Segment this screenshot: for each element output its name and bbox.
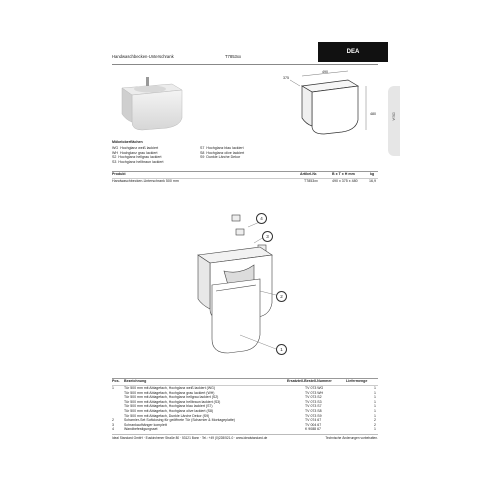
- col-spare: Ersatzteil-Bestell-Nummer: [287, 379, 332, 383]
- surfaces-heading: Möbeloberflächen: [112, 140, 143, 144]
- cell-desc: Tür 500 mm mit Ablagefach, Hochglanz blau lackiert (S7): [124, 404, 213, 409]
- cell-spare: TV 073 S7: [305, 404, 322, 409]
- cell-qty: 1: [374, 404, 376, 409]
- cell-qty: 1: [374, 413, 376, 418]
- surface-item: [112, 160, 164, 165]
- cell-pos: 1: [112, 386, 114, 390]
- dim-height: 480: [370, 112, 376, 116]
- footer-address: Ideal Standard GmbH · Euskirchener Straße 80 · 53121 Bonn · Tel.: +49 (0)228/521-0 · www.idealstandard.de: [112, 436, 268, 440]
- cell-spare: TV 004 67: [305, 422, 322, 427]
- cell-desc: Tür 500 mm mit Ablagefach, Hochglanz grau lackiert (WH): [124, 390, 215, 395]
- surface-label: Hochglanz blau lackiert: [206, 146, 244, 150]
- cell-desc: Wandbefestigungsset: [124, 427, 158, 432]
- cell-article: T7853xx: [304, 179, 318, 183]
- surface-label: Hochglanz olive lackiert: [206, 150, 245, 155]
- cell-desc: Scharnier-Set Softclosing für geöffnete Tür (Scharnier & Montageplatte): [124, 418, 235, 423]
- cell-spare: TV 073 S3: [305, 399, 322, 404]
- cell-dims: 490 x 375 x 480: [332, 179, 358, 183]
- cell-qty: 1: [374, 395, 376, 400]
- cell-qty: 2: [374, 422, 376, 427]
- surface-label: Hochglanz grau lackiert: [120, 150, 158, 155]
- surface-label: Dunkle Lärche Dekor: [206, 155, 241, 160]
- cell-desc: Tür 500 mm mit Ablagefach, Hochglanz olive lackiert (S8): [124, 408, 214, 413]
- surface-item: [200, 155, 244, 160]
- parts-table-body: [112, 386, 378, 432]
- cell-qty: 1: [374, 427, 376, 432]
- col-article: Artikel-Nr.: [300, 172, 318, 176]
- cell-pos: 4: [112, 427, 114, 432]
- cell-desc: Tür 500 mm mit Ablagefach, Hochglanz hellbraun lackiert (S3): [124, 399, 221, 404]
- cell-pos: 2: [112, 418, 114, 423]
- cell-desc: Tür 500 mm mit Ablagefach, Hochglanz weiß lackiert (WG): [124, 386, 216, 390]
- cell-spare: TV 073 S9: [305, 413, 322, 418]
- cell-product: Handwaschbecken-Unterschrank 500 mm: [112, 179, 179, 183]
- callout-3: 3: [262, 231, 273, 242]
- side-tab-label: DEA: [391, 112, 397, 121]
- cell-spare: TV 073 WH: [305, 390, 324, 395]
- col-pos: Pos.: [112, 379, 120, 383]
- surface-code: WG: [112, 146, 119, 150]
- parts-table-row: [112, 427, 378, 432]
- col-product: Produkt: [112, 172, 126, 176]
- page-title: Handwaschbecken-Unterschrank: [112, 54, 174, 59]
- product-code: T7853xx: [225, 54, 242, 59]
- cell-qty: 1: [374, 390, 376, 395]
- surface-code: WH: [112, 150, 118, 155]
- surface-code: S3: [112, 159, 117, 164]
- footer: [112, 436, 378, 440]
- cell-weight: 16,9: [369, 179, 376, 183]
- surface-code: S2: [112, 155, 117, 160]
- series-tab-label: DEA: [346, 49, 360, 55]
- surfaces-left: [112, 146, 164, 164]
- cell-qty: 1: [374, 408, 376, 413]
- cell-qty: 2: [374, 418, 376, 423]
- dimension-drawing: [280, 68, 380, 148]
- callout-4: 4: [256, 213, 267, 224]
- callout-1: 1: [276, 344, 287, 355]
- cell-qty: 1: [374, 386, 376, 390]
- cell-desc: Tür 500 mm mit Ablagefach, Dunkle Lärche Dekor (S9): [124, 413, 210, 418]
- footer-rule: [112, 434, 378, 435]
- callout-2: 2: [276, 291, 287, 302]
- dim-width: 490: [322, 70, 328, 74]
- surface-code: S8: [200, 150, 205, 155]
- cell-spare: TV 073 S8: [305, 408, 322, 413]
- side-tab: [388, 86, 400, 156]
- cell-pos: 3: [112, 422, 114, 427]
- col-qty: Liefermenge: [346, 379, 368, 383]
- surface-label: Hochglanz weiß lackiert: [120, 146, 159, 150]
- col-dims: B x T x H mm: [332, 172, 355, 176]
- cell-spare: TV 074 67: [305, 418, 322, 423]
- col-desc: Bezeichnung: [124, 379, 147, 383]
- cell-desc: Tür 500 mm mit Ablagefach, Hochglanz hellgrau lackiert (S2): [124, 395, 219, 400]
- cell-spare: TV 073 WG: [305, 386, 324, 390]
- surfaces-right: [200, 146, 244, 160]
- cell-desc: Schrankaufhänger komplett: [124, 422, 167, 427]
- surface-code: S7: [200, 146, 205, 150]
- surface-code: S9: [200, 155, 205, 160]
- cell-spare: K 9088 67: [305, 427, 321, 432]
- col-weight: kg: [370, 172, 375, 176]
- cell-qty: 1: [374, 399, 376, 404]
- product-photo: [112, 66, 192, 136]
- series-tab: [318, 42, 388, 62]
- surface-label: Hochglanz hellbraun lackiert: [118, 159, 164, 164]
- parts-table-rule: [112, 378, 378, 379]
- surface-label: Hochglanz hellgrau lackiert: [118, 155, 162, 160]
- cell-spare: TV 073 S2: [305, 395, 322, 400]
- header-rule: [112, 64, 378, 65]
- footer-note: Technische Änderungen vorbehalten.: [325, 436, 378, 440]
- dim-depth: 375: [283, 76, 289, 80]
